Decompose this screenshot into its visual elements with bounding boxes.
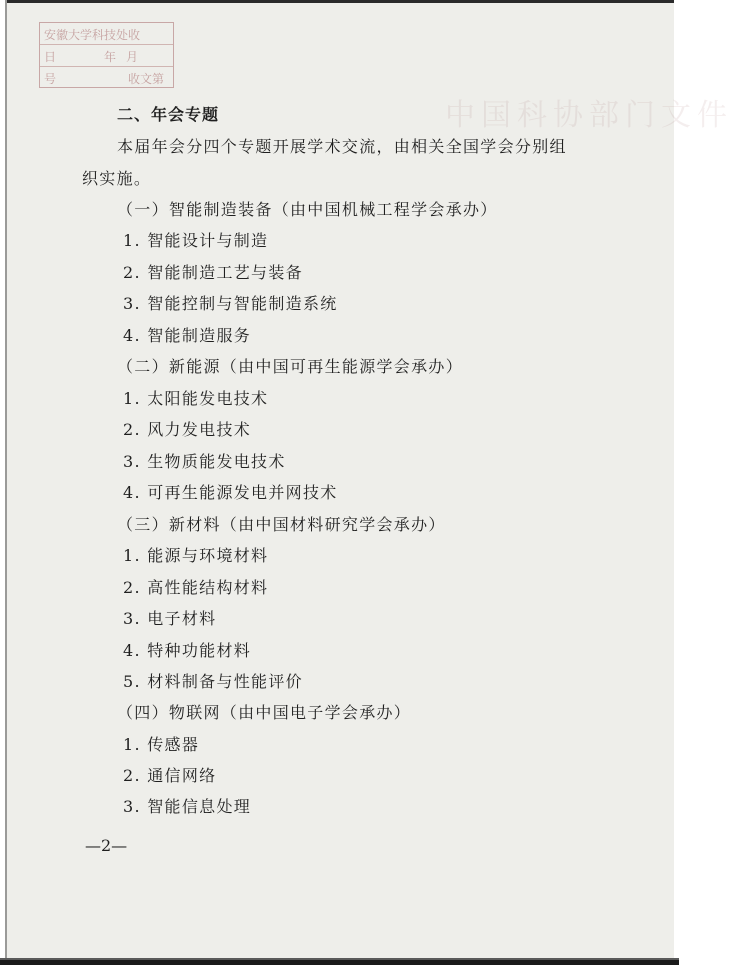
stamp-month-label: 月 <box>126 50 139 64</box>
section-heading: 二、年会专题 <box>117 105 220 124</box>
topic-title: （三）新材料（由中国材料研究学会承办） <box>117 515 446 534</box>
topic-item: 1. 传感器 <box>123 735 200 754</box>
topic-item: 4. 可再生能源发电并网技术 <box>123 483 338 502</box>
received-stamp <box>39 22 174 88</box>
stamp-number-label: 号 <box>44 72 57 86</box>
topic-item: 2. 智能制造工艺与装备 <box>123 263 303 282</box>
reverse-side-bleed: 中国科协部门文件 <box>445 98 733 133</box>
topic-item: 1. 能源与环境材料 <box>123 546 269 565</box>
topic-item: 4. 特种功能材料 <box>123 641 252 660</box>
topic-title: （四）物联网（由中国电子学会承办） <box>117 703 412 722</box>
topic-title: （一）智能制造装备（由中国机械工程学会承办） <box>117 200 498 219</box>
topic-item: 2. 通信网络 <box>123 766 217 785</box>
topic-item: 5. 材料制备与性能评价 <box>123 672 303 691</box>
intro-line-2: 织实施。 <box>82 169 152 188</box>
topic-item: 1. 智能设计与制造 <box>123 231 269 250</box>
stamp-year-label: 年 <box>104 50 117 64</box>
intro-line-1: 本届年会分四个专题开展学术交流，由相关全国学会分别组 <box>117 137 567 156</box>
topic-item: 1. 太阳能发电技术 <box>123 389 269 408</box>
topic-item: 3. 生物质能发电技术 <box>123 452 286 471</box>
topic-item: 2. 风力发电技术 <box>123 420 252 439</box>
topic-item: 4. 智能制造服务 <box>123 326 252 345</box>
topic-item: 3. 智能控制与智能制造系统 <box>123 294 338 313</box>
page-left-edge <box>5 0 7 958</box>
stamp-day-label: 日 <box>44 50 57 64</box>
page-number: —2— <box>85 836 128 855</box>
scan-bottom-edge <box>0 958 679 965</box>
stamp-org: 安徽大学科技处收 <box>44 28 141 42</box>
topic-item: 3. 电子材料 <box>123 609 217 628</box>
topic-item: 2. 高性能结构材料 <box>123 578 269 597</box>
document-page <box>5 0 733 958</box>
topic-item: 3. 智能信息处理 <box>123 797 252 816</box>
page-top-edge <box>5 0 674 3</box>
topic-title: （二）新能源（由中国可再生能源学会承办） <box>117 357 464 376</box>
stamp-doc-label: 收文第 <box>128 72 165 86</box>
